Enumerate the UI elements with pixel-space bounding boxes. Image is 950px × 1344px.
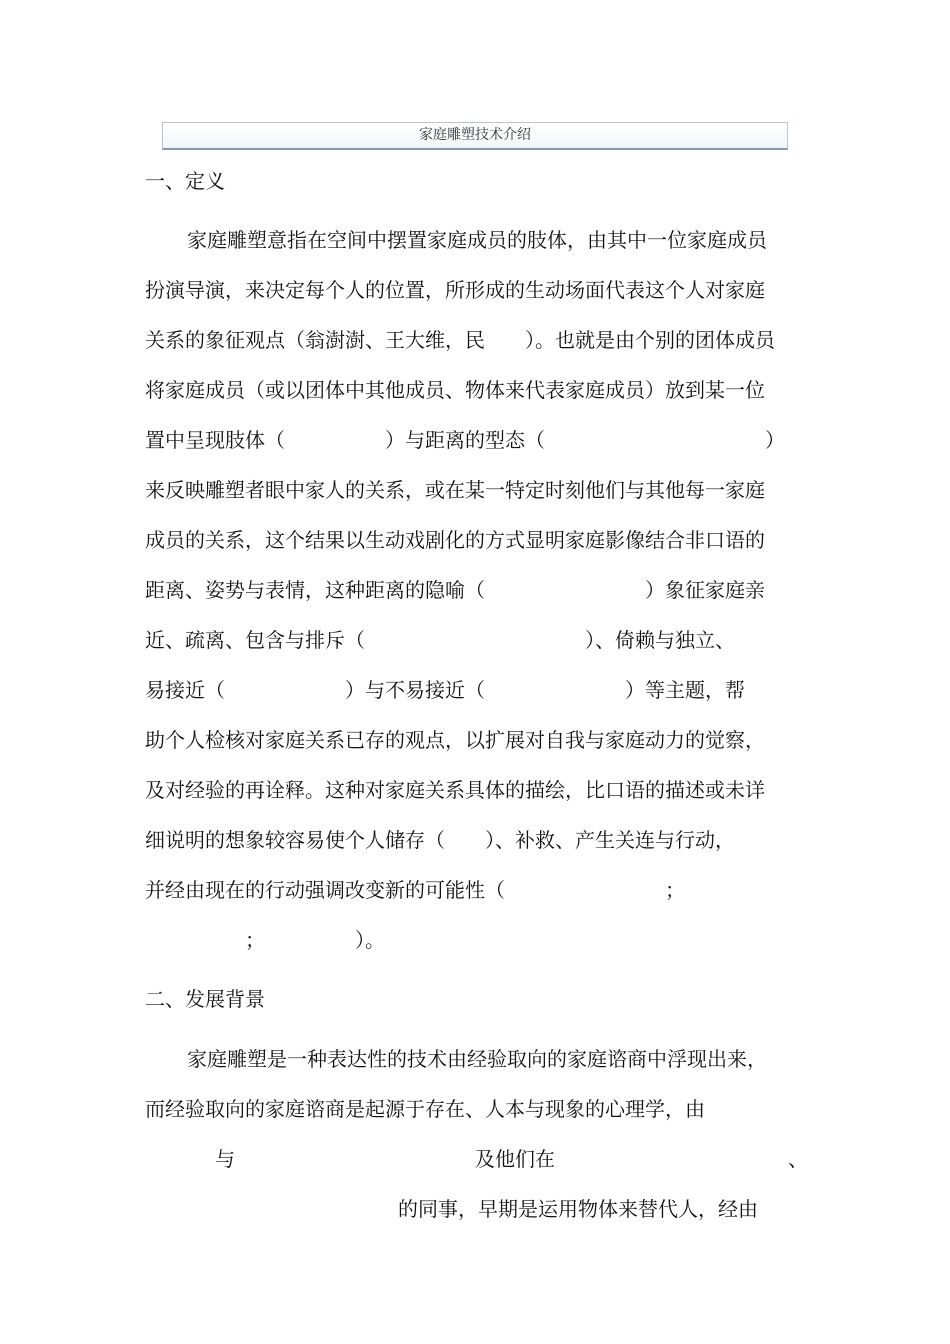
paragraph-line: 将家庭成员（或以团体中其他成员、物体来代表家庭成员）放到某一位 bbox=[145, 378, 765, 402]
paragraph-line: 助个人检核对家庭关系已存的观点，以扩展对自我与家庭动力的觉察， bbox=[145, 728, 765, 752]
section-heading-definition: 一、定义 bbox=[145, 169, 225, 193]
document-title-bar bbox=[162, 122, 788, 150]
paragraph-line: 的同事，早期是运用物体来替代人，经由 bbox=[398, 1197, 758, 1221]
paragraph-fragment: 、 bbox=[788, 1147, 808, 1171]
paragraph-line: 成员的关系，这个结果以生动戏剧化的方式显明家庭影像结合非口语的 bbox=[145, 528, 765, 552]
paragraph-line: 距离、姿势与表情，这种距离的隐喻（ ）象征家庭亲 bbox=[145, 578, 765, 602]
paragraph-line: 而经验取向的家庭谘商是起源于存在、人本与现象的心理学，由 bbox=[145, 1097, 705, 1121]
paragraph-line: 扮演导演，来决定每个人的位置，所形成的生动场面代表这个人对家庭 bbox=[145, 278, 765, 302]
paragraph-fragment: 及他们在 bbox=[475, 1147, 555, 1171]
paragraph-line: 细说明的想象较容易使个人储存（ ）、补救、产生关连与行动， bbox=[145, 828, 735, 852]
paragraph-line: 家庭雕塑意指在空间中摆置家庭成员的肢体，由其中一位家庭成员 bbox=[187, 228, 767, 252]
paragraph-line: ； ）。 bbox=[145, 928, 385, 952]
paragraph-line: 及对经验的再诠释。这种对家庭关系具体的描绘，比口语的描述或未详 bbox=[145, 778, 765, 802]
document-title: 家庭雕塑技术介绍 bbox=[419, 127, 531, 143]
paragraph-line: 来反映雕塑者眼中家人的关系，或在某一特定时刻他们与其他每一家庭 bbox=[145, 478, 765, 502]
paragraph-line: 置中呈现肢体（ ）与距离的型态（ ） bbox=[145, 428, 785, 452]
paragraph-line: 并经由现在的行动强调改变新的可能性（ ； bbox=[145, 878, 685, 902]
paragraph-line: 家庭雕塑是一种表达性的技术由经验取向的家庭谘商中浮现出来， bbox=[187, 1047, 767, 1071]
section-heading-background: 二、发展背景 bbox=[145, 987, 265, 1011]
paragraph-line: 近、疏离、包含与排斥（ ）、倚赖与独立、 bbox=[145, 628, 735, 652]
paragraph-line: 关系的象征观点（翁澍澍、王大维，民 ）。也就是由个别的团体成员 bbox=[145, 328, 775, 352]
paragraph-fragment: 与 bbox=[215, 1147, 235, 1171]
paragraph-line: 易接近（ ）与不易接近（ ）等主题，帮 bbox=[145, 678, 745, 702]
